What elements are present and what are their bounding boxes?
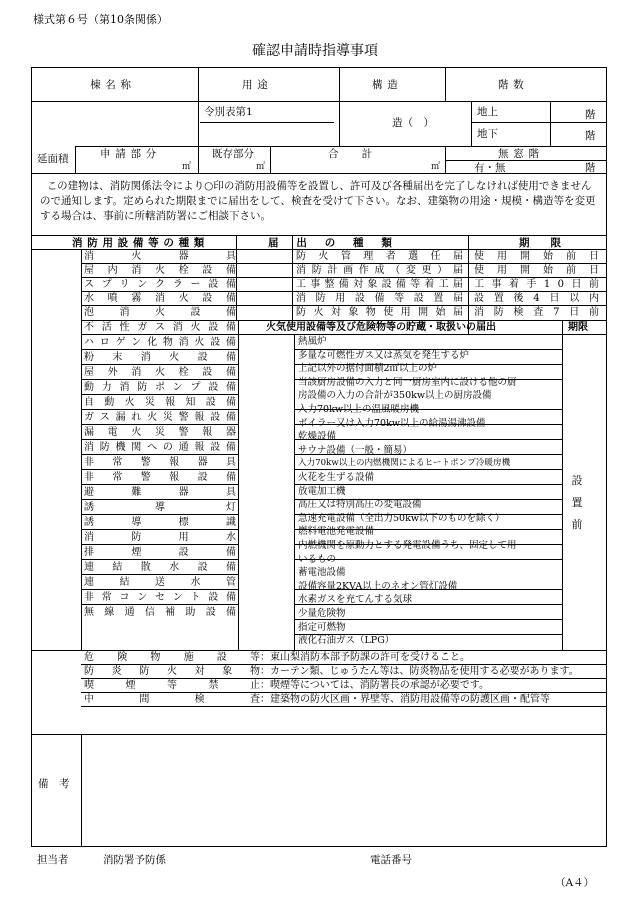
notification-item: 消 防 計 画 作 成 （ 変 更 ） 届 bbox=[296, 265, 463, 276]
total-label: 合計 bbox=[328, 148, 396, 160]
fire-equipment-item: 消 防 用 水 bbox=[84, 532, 236, 543]
building-name-header: 棟名称 bbox=[90, 79, 136, 91]
form-id: 様式第６号（第10条関係） bbox=[33, 13, 168, 26]
staff-label: 担当者 bbox=[37, 854, 69, 866]
fire-equipment-item: 漏 電 火 災 警 報 器 bbox=[84, 427, 236, 438]
device-item: 燃料電池発電設備 bbox=[298, 526, 375, 538]
windowless-unit: 階 bbox=[585, 162, 596, 174]
device-item: 指定可燃物 bbox=[298, 621, 346, 633]
remarks-label: 備考 bbox=[38, 778, 80, 790]
paper-size: （A４） bbox=[555, 877, 595, 889]
device-item: 内燃機関を原動力とする発電設備うち、固定して用 bbox=[298, 540, 517, 551]
device-item: 高圧又は特別高圧の変電設備 bbox=[298, 499, 422, 511]
device-item: 水素ガスを充てんする気球 bbox=[298, 594, 413, 606]
misc-item-smoking: 喫 煙 等 禁 止 ：喫煙等については、消防署長の承認が必要です。 bbox=[84, 680, 489, 691]
fire-use-equipment-header: 火気使用設備等及び危険物等の貯蔵・取扱いの届出 bbox=[266, 322, 496, 333]
fire-equipment-item: 消 防 機 関 へ の 通 報 設 備 bbox=[84, 442, 236, 453]
notification-item: 防 火 管 理 者 選 任 届 bbox=[296, 251, 463, 262]
notification-item: 防 火 対 象 物 使 用 開 始 届 bbox=[296, 307, 463, 318]
notification-period: 設 置 後 4 日 以 内 bbox=[474, 293, 599, 304]
floor-area-label: 延面積 bbox=[37, 153, 69, 165]
fire-equipment-item: 屋 内 消 火 栓 設 備 bbox=[84, 265, 236, 276]
existing-sqm: ㎡ bbox=[256, 162, 266, 172]
device-item: 熱風炉 bbox=[298, 336, 327, 347]
device-item: 設備容量2KVA以上のネオン管灯設備 bbox=[298, 580, 458, 592]
device-item: 入力70kw以上の内燃機関によるヒートポンプ冷暖房機 bbox=[298, 458, 511, 469]
device-item: いるもの bbox=[298, 553, 337, 565]
device-item: 蓄電池設備 bbox=[298, 567, 346, 579]
use-table-ref: 令別表第1 bbox=[204, 106, 253, 118]
fire-equipment-item: 動 力 消 防 ポ ン プ 設 備 bbox=[84, 382, 236, 393]
notification-item: 工 事 整 備 対 象 設 備 等 着 工 届 bbox=[296, 279, 463, 290]
misc-item-hazardous: 危 険 物 施 設 等 ：東山梨消防本部予防課の許可を受けること。 bbox=[84, 652, 470, 663]
fire-equipment-item: 誘 導 標 識 bbox=[84, 517, 236, 528]
notification-period: 工 事 着 手 1 0 日 前 bbox=[474, 279, 599, 290]
existing-part-label: 既存部分 bbox=[212, 148, 254, 160]
section-label: 消防署予防係 bbox=[103, 854, 166, 866]
structure-header: 構造 bbox=[372, 79, 403, 91]
phone-label: 電話番号 bbox=[370, 854, 412, 866]
notification-period: 使 用 開 始 前 日 bbox=[474, 265, 599, 276]
windowless-yes-no: 有・無 bbox=[474, 162, 506, 174]
below-ground-unit: 階 bbox=[585, 130, 596, 142]
device-item: 房設備の入力の合計が350kw以上の厨房設備 bbox=[298, 390, 492, 402]
fire-equipment-item: 不 活 性 ガ ス 消 火 設 備 bbox=[84, 322, 236, 333]
notification-item: 消 防 用 設 備 等 設 置 届 bbox=[296, 293, 463, 304]
applied-part-label: 申請部分 bbox=[100, 148, 161, 160]
notification-period: 消 防 検 査 7 日 前 bbox=[474, 307, 599, 318]
device-item: 入力70kw以上の温風暖房機 bbox=[298, 404, 419, 415]
fire-equipment-item: 避 難 器 具 bbox=[84, 487, 236, 498]
above-ground-unit: 階 bbox=[585, 109, 596, 121]
fire-equipment-item: 連 結 散 水 設 備 bbox=[84, 562, 236, 573]
fire-equipment-item: 非 常 警 報 設 備 bbox=[84, 472, 236, 483]
applied-sqm: ㎡ bbox=[182, 162, 192, 172]
device-item: 乾燥設備 bbox=[298, 431, 337, 443]
device-item: ボイラー又は入力70kw以上の給湯湯沸設備 bbox=[298, 417, 486, 429]
fire-equipment-item: 自 動 火 災 報 知 設 備 bbox=[84, 397, 236, 408]
device-item: 火花を生ずる設備 bbox=[298, 472, 375, 483]
page-title: 確認申請時指導事項 bbox=[252, 43, 378, 59]
deadline-header: 期限 bbox=[519, 237, 582, 249]
notification-period: 使 用 開 始 前 日 bbox=[474, 251, 599, 262]
device-item: 多量な可燃性ガス又は蒸気を発生する炉 bbox=[298, 349, 470, 361]
device-item: 液化石油ガス（LPG） bbox=[298, 635, 395, 647]
fire-equipment-type-header: 消防用設備等の種類 bbox=[72, 237, 210, 249]
notice-paragraph: この建物は、消防関係法令により○印の消防用設備等を設置し、許可及び各種届出を完了しなければ使用できませんので通知します。定められた期限までに届出をして、検査を受けて下さい。なお、建築物の用途・規模・構造等を変更する場合は、事前に所轄消防署にご相談下さい。 bbox=[40, 180, 596, 222]
fire-equipment-item: 粉 末 消 火 設 備 bbox=[84, 352, 236, 363]
fire-equipment-item: 屋 外 消 火 栓 設 備 bbox=[84, 367, 236, 378]
fire-equipment-item: 無 線 通 信 補 助 設 備 bbox=[84, 607, 236, 618]
fire-equipment-item: 非 常 コ ン セ ン ト 設 備 bbox=[84, 592, 236, 603]
use-header: 用途 bbox=[242, 79, 273, 91]
floors-header: 階数 bbox=[498, 79, 529, 91]
device-item: 当該厨房設備の入力と同一厨房室内に設ける他の厨 bbox=[298, 376, 517, 388]
fire-equipment-item: 泡 消 火 設 備 bbox=[84, 307, 236, 318]
fire-equipment-item: 連 結 送 水 管 bbox=[84, 577, 236, 588]
fire-equipment-item: ハ ロ ゲ ン 化 物 消 火 設 備 bbox=[84, 337, 236, 348]
notification-type-header: 届出の種類 bbox=[268, 237, 410, 249]
above-ground-label: 地上 bbox=[477, 106, 498, 118]
windowless-floor-label: 無窓階 bbox=[498, 148, 544, 160]
fire-equipment-item: 消 火 器 具 bbox=[84, 251, 236, 262]
structure-suffix: 造（ ） bbox=[392, 117, 434, 129]
device-item: 少量危険物 bbox=[298, 608, 346, 619]
fire-equipment-item: 水 噴 霧 消 火 設 備 bbox=[84, 293, 236, 304]
fire-equipment-item: 排 煙 設 備 bbox=[84, 547, 236, 558]
device-item: サウナ設備（一般・簡易） bbox=[298, 444, 413, 456]
fire-equipment-item: ガ ス 漏 れ 火 災 警 報 設 備 bbox=[84, 412, 236, 423]
deadline-header-2: 期限 bbox=[568, 322, 588, 333]
below-ground-label: 地下 bbox=[477, 128, 498, 140]
fire-equipment-item: ス プ リ ン ク ラ ー 設 備 bbox=[84, 279, 236, 290]
device-deadline-vertical: 設 置 前 bbox=[571, 474, 583, 531]
fire-equipment-item: 非 常 警 報 器 具 bbox=[84, 457, 236, 468]
misc-item-flameproof: 防 炎 防 火 対 象 物 ：カーテン類、じゅうたん等は、防炎物品を使用する必要があります。 bbox=[84, 666, 579, 677]
fire-equipment-item: 誘 導 灯 bbox=[84, 502, 236, 513]
misc-item-interim-inspection: 中 間 検 査 ：建築物の防火区画・界壁等、消防用設備等の防護区画・配管等 bbox=[84, 694, 550, 705]
device-item: 放電加工機 bbox=[298, 485, 346, 497]
device-item: 急速充電設備（全出力50kw以下のものを除く） bbox=[298, 512, 505, 524]
device-item: 上記以外の据付面積2㎡以上の炉 bbox=[298, 363, 438, 375]
total-sqm: ㎡ bbox=[431, 162, 441, 172]
